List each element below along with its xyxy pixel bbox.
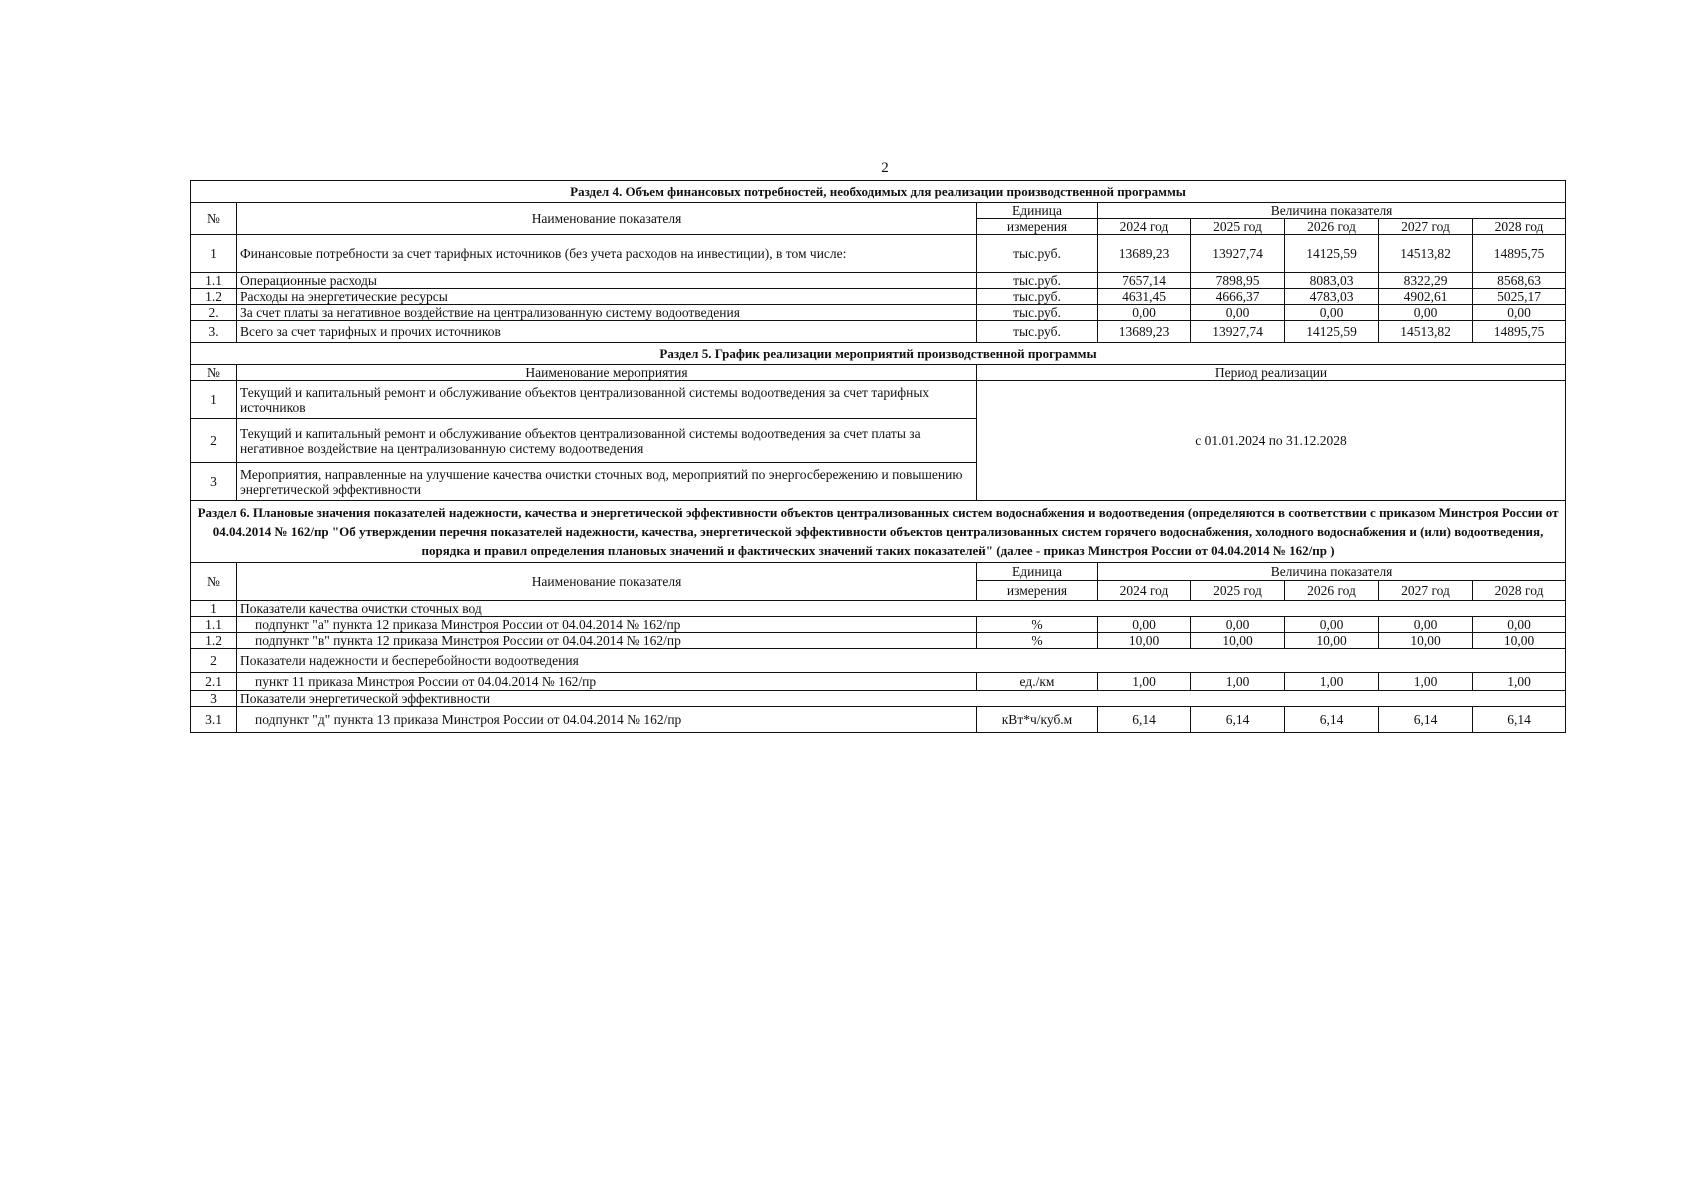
table-row: 1 Финансовые потребности за счет тарифных источников (без учета расходов на инвестиции), в том числе: тыс.руб. 13689,23 13927,74 14125,59 14513,82 14895,75 bbox=[191, 235, 1566, 273]
page-number: 2 bbox=[881, 160, 889, 176]
header-unit-2: измерения bbox=[977, 219, 1098, 235]
year-2024: 2024 год bbox=[1098, 219, 1191, 235]
header-unit-2: измерения bbox=[977, 581, 1098, 601]
header-name: Наименование показателя bbox=[237, 563, 977, 601]
header-num: № bbox=[191, 365, 237, 381]
group-row: 3 Показатели энергетической эффективности bbox=[191, 691, 1566, 707]
table-row: 3. Всего за счет тарифных и прочих источников тыс.руб. 13689,23 13927,74 14125,59 14513,82 14895,75 bbox=[191, 321, 1566, 343]
header-value: Величина показателя bbox=[1098, 563, 1566, 581]
table-row: 3.1 подпункт "д" пункта 13 приказа Минстроя России от 04.04.2014 № 162/пр кВт*ч/куб.м 6,14 6,14 6,14 6,14 6,14 bbox=[191, 707, 1566, 733]
table-row: 3 Мероприятия, направленные на улучшение качества очистки сточных вод, мероприятий по энергосбережению и повышению энергетической эффективности bbox=[191, 463, 1566, 501]
header-unit: Единица bbox=[977, 563, 1098, 581]
header-period: Период реализации bbox=[977, 365, 1566, 381]
year-2024: 2024 год bbox=[1098, 581, 1191, 601]
section4-table bbox=[190, 180, 1566, 343]
group-row: 2 Показатели надежности и бесперебойности водоотведения bbox=[191, 649, 1566, 673]
year-2028: 2028 год bbox=[1473, 219, 1566, 235]
group-row: 1 Показатели качества очистки сточных вод bbox=[191, 601, 1566, 617]
table-row: 1.1 подпункт "а" пункта 12 приказа Минстроя России от 04.04.2014 № 162/пр % 0,00 0,00 0,00 0,00 0,00 bbox=[191, 617, 1566, 633]
year-2027: 2027 год bbox=[1379, 219, 1473, 235]
section6-title: Раздел 6. Плановые значения показателей надежности, качества и энергетической эффективности объектов централизованных систем водоснабжения и водоотведения (определяются в соответствии с приказом Минстроя России от 04.04.2014 № 162/пр "Об утверждении перечня показателей надежности, качества, энергетической эффективности объектов централизованных систем горячего водоснабжения, холодного водоснабжения и (или) водоотведения, порядка и правил определения плановых значений и фактических значений таких показателей" (далее - приказ Минстроя России от 04.04.2014 № 162/пр ) bbox=[191, 501, 1566, 563]
table-row: 1.2 подпункт "в" пункта 12 приказа Минстроя России от 04.04.2014 № 162/пр % 10,00 10,00 10,00 10,00 10,00 bbox=[191, 633, 1566, 649]
header-event-name: Наименование мероприятия bbox=[237, 365, 977, 381]
section5-title: Раздел 5. График реализации мероприятий производственной программы bbox=[191, 343, 1566, 365]
section5-table bbox=[190, 342, 1566, 501]
header-name: Наименование показателя bbox=[237, 203, 977, 235]
table-row: 2.1 пункт 11 приказа Минстроя России от 04.04.2014 № 162/пр ед./км 1,00 1,00 1,00 1,00 1,00 bbox=[191, 673, 1566, 691]
table-row: 1 Текущий и капитальный ремонт и обслуживание объектов централизованной системы водоотведения за счет тарифных источников с 01.01.2024 по 31.12.2028 bbox=[191, 381, 1566, 419]
table-row: 2. За счет платы за негативное воздействие на централизованную систему водоотведения тыс.руб. 0,00 0,00 0,00 0,00 0,00 bbox=[191, 305, 1566, 321]
year-2025: 2025 год bbox=[1191, 581, 1285, 601]
header-unit: Единица bbox=[977, 203, 1098, 219]
section4-title: Раздел 4. Объем финансовых потребностей, необходимых для реализации производственной программы bbox=[191, 181, 1566, 203]
table-row: 2 Текущий и капитальный ремонт и обслуживание объектов централизованной системы водоотведения за счет платы за негативное воздействие на централизованную систему водоотведения bbox=[191, 419, 1566, 463]
document-sheet bbox=[190, 180, 1565, 733]
year-2027: 2027 год bbox=[1379, 581, 1473, 601]
section6-table bbox=[190, 500, 1566, 733]
table-row: 1.1 Операционные расходы тыс.руб. 7657,14 7898,95 8083,03 8322,29 8568,63 bbox=[191, 273, 1566, 289]
year-2026: 2026 год bbox=[1285, 581, 1379, 601]
table-row: 1.2 Расходы на энергетические ресурсы тыс.руб. 4631,45 4666,37 4783,03 4902,61 5025,17 bbox=[191, 289, 1566, 305]
implementation-period: с 01.01.2024 по 31.12.2028 bbox=[977, 381, 1566, 501]
header-num: № bbox=[191, 563, 237, 601]
header-value: Величина показателя bbox=[1098, 203, 1566, 219]
year-2026: 2026 год bbox=[1285, 219, 1379, 235]
year-2028: 2028 год bbox=[1473, 581, 1566, 601]
header-num: № bbox=[191, 203, 237, 235]
year-2025: 2025 год bbox=[1191, 219, 1285, 235]
